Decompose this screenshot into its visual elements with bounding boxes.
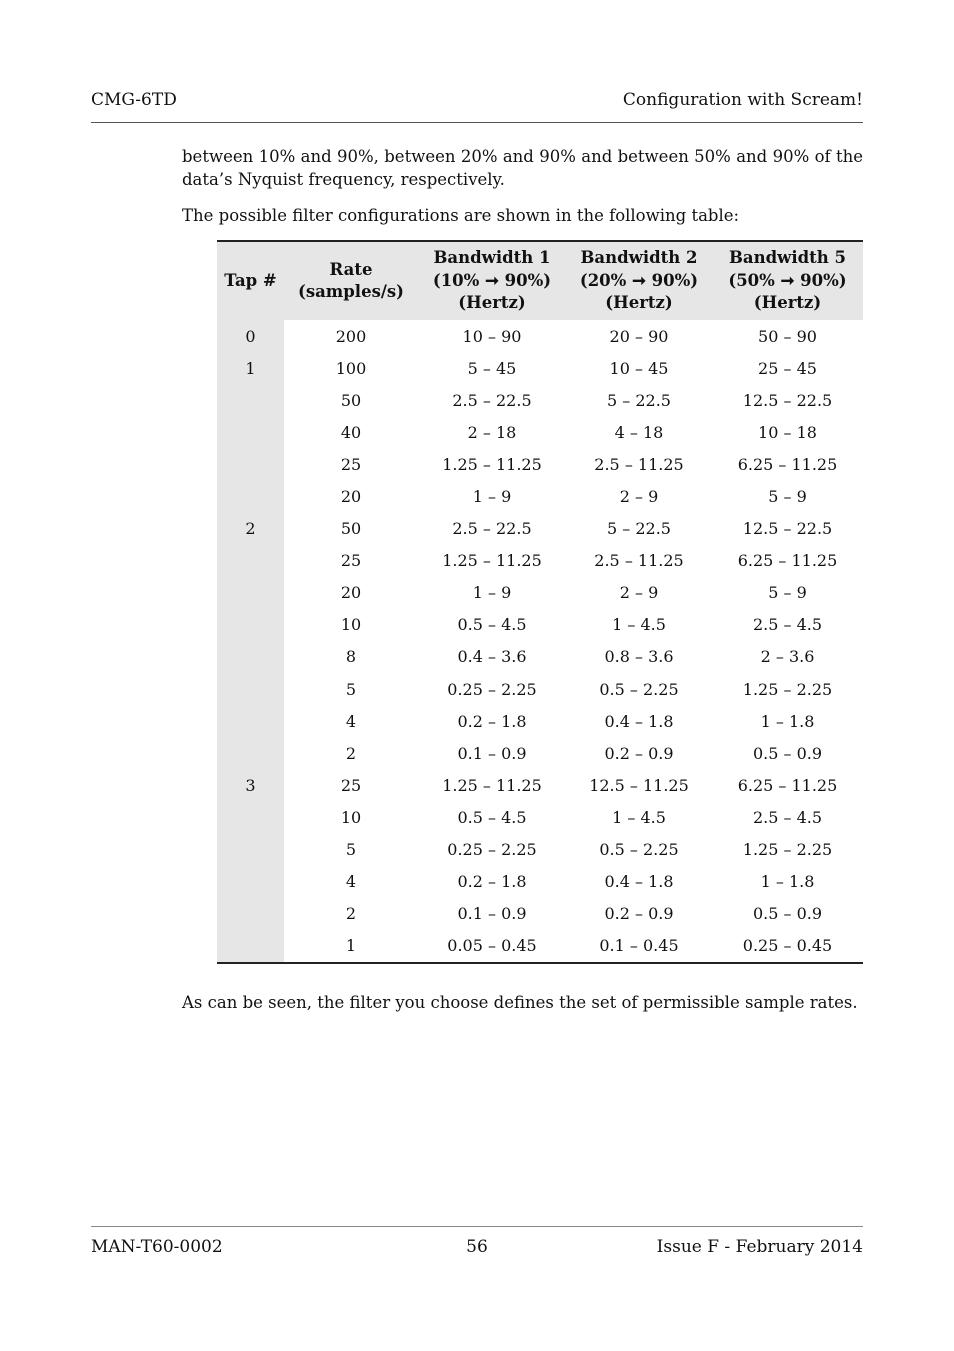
conclusion-paragraph: As can be seen, the filter you choose defines the set of permissible sample rates. bbox=[182, 993, 858, 1012]
table-cell: 50 bbox=[340, 519, 362, 539]
column-header-line: Rate bbox=[329, 259, 373, 279]
table-row bbox=[217, 577, 863, 609]
table-row bbox=[217, 801, 863, 833]
table-cell: 0.2 – 1.8 bbox=[457, 711, 527, 731]
table-cell: 25 bbox=[340, 454, 362, 474]
tap-cell bbox=[217, 448, 284, 480]
column-header bbox=[217, 241, 284, 320]
table-cell: 1.25 – 11.25 bbox=[442, 454, 542, 474]
table-cell: 0.25 – 0.45 bbox=[742, 936, 833, 956]
table-cell: 1 – 4.5 bbox=[612, 807, 666, 827]
table-row bbox=[217, 545, 863, 577]
column-header-line: (samples/s) bbox=[298, 282, 404, 301]
table-cell: 6.25 – 11.25 bbox=[737, 454, 838, 474]
table-row bbox=[217, 834, 863, 866]
column-header bbox=[418, 241, 566, 320]
table-cell: 0.5 – 0.9 bbox=[752, 743, 823, 763]
table-cell: 2.5 – 11.25 bbox=[594, 454, 684, 474]
tap-cell bbox=[217, 641, 284, 673]
table-cell: 5 – 22.5 bbox=[607, 519, 671, 539]
column-header-line: (10% ➞ 90%) bbox=[432, 270, 552, 290]
table-row bbox=[217, 898, 863, 930]
column-header-line: (50% ➞ 90%) bbox=[728, 270, 847, 290]
column-header-line: Bandwidth 5 bbox=[728, 248, 847, 268]
table-row bbox=[217, 769, 863, 801]
table-cell: 20 – 90 bbox=[609, 326, 669, 346]
table-cell: 5 – 9 bbox=[768, 583, 807, 603]
column-header-line: (Hertz) bbox=[753, 293, 822, 313]
table-body bbox=[217, 320, 863, 963]
table-cell: 0.4 – 1.8 bbox=[604, 872, 674, 892]
table-cell: 20 bbox=[340, 583, 362, 603]
tap-cell: 1 bbox=[217, 352, 284, 384]
table-row bbox=[217, 737, 863, 769]
table-cell: 2 – 9 bbox=[619, 583, 659, 603]
table-cell: 0.2 – 1.8 bbox=[457, 872, 527, 892]
column-header-line: (Hertz) bbox=[458, 293, 526, 313]
table-cell: 1 – 9 bbox=[472, 487, 512, 507]
intro-paragraph: between 10% and 90%, between 20% and 90% and between 50% and 90% of the data’s Nyquist frequency, respectively. bbox=[182, 147, 863, 189]
footer-issue-date: Issue F - February 2014 bbox=[656, 1237, 863, 1257]
table-cell: 1 bbox=[345, 936, 357, 956]
table-row bbox=[217, 930, 863, 963]
table-cell: 2.5 – 22.5 bbox=[452, 390, 532, 410]
table-cell: 2 bbox=[345, 743, 357, 763]
table-cell: 5 – 22.5 bbox=[607, 390, 671, 410]
table-cell: 2.5 – 11.25 bbox=[594, 551, 684, 571]
table-cell: 2 – 3.6 bbox=[760, 647, 815, 667]
table-cell: 200 bbox=[335, 326, 367, 346]
table-cell: 0.5 – 0.9 bbox=[752, 904, 823, 924]
tap-cell bbox=[217, 384, 284, 416]
tap-cell bbox=[217, 898, 284, 930]
table-row bbox=[217, 513, 863, 545]
table-cell: 0.5 – 4.5 bbox=[457, 807, 527, 827]
table-cell: 0.25 – 2.25 bbox=[447, 840, 537, 860]
tap-cell bbox=[217, 834, 284, 866]
table-cell: 25 bbox=[340, 775, 362, 795]
table-cell: 10 – 90 bbox=[462, 326, 522, 346]
column-header bbox=[284, 241, 418, 320]
table-cell: 5 – 9 bbox=[768, 487, 807, 507]
table-cell: 1 – 1.8 bbox=[760, 872, 815, 892]
table-cell: 10 bbox=[340, 615, 362, 635]
table-cell: 2 bbox=[345, 904, 357, 924]
filter-configuration-table bbox=[217, 240, 863, 964]
table-row bbox=[217, 480, 863, 512]
tap-cell bbox=[217, 737, 284, 769]
table-row bbox=[217, 320, 863, 352]
table-cell: 2 – 9 bbox=[619, 487, 659, 507]
table-cell: 4 – 18 bbox=[614, 422, 664, 442]
table-row bbox=[217, 609, 863, 641]
table-cell: 0.2 – 0.9 bbox=[604, 904, 674, 924]
table-cell: 2.5 – 22.5 bbox=[452, 519, 532, 539]
table-cell: 1 – 4.5 bbox=[612, 615, 666, 635]
table-cell: 10 bbox=[340, 807, 362, 827]
table-cell: 0.1 – 0.9 bbox=[457, 904, 527, 924]
table-cell: 1.25 – 2.25 bbox=[742, 679, 833, 699]
table-cell: 5 – 45 bbox=[467, 358, 517, 378]
tap-cell bbox=[217, 609, 284, 641]
table-header-row bbox=[217, 241, 863, 320]
tap-cell bbox=[217, 705, 284, 737]
tap-cell: 3 bbox=[217, 769, 284, 801]
table-row bbox=[217, 641, 863, 673]
table-cell: 10 – 45 bbox=[609, 358, 669, 378]
table-cell: 1 – 1.8 bbox=[760, 711, 815, 731]
table-cell: 0.4 – 1.8 bbox=[604, 711, 674, 731]
table-cell: 0.5 – 2.25 bbox=[599, 679, 679, 699]
column-header bbox=[712, 241, 863, 320]
table-cell: 6.25 – 11.25 bbox=[737, 775, 838, 795]
table-cell: 0.4 – 3.6 bbox=[457, 647, 527, 667]
table-header bbox=[217, 241, 863, 320]
header-section-title: Configuration with Scream! bbox=[622, 90, 863, 110]
table-cell: 2.5 – 4.5 bbox=[752, 807, 823, 827]
table-cell: 0.25 – 2.25 bbox=[447, 679, 537, 699]
column-header bbox=[566, 241, 712, 320]
table-cell: 12.5 – 11.25 bbox=[589, 775, 689, 795]
table-row bbox=[217, 866, 863, 898]
table-cell: 40 bbox=[340, 422, 362, 442]
header-doc-title: CMG-6TD bbox=[91, 90, 177, 110]
page-footer bbox=[91, 1226, 863, 1267]
table-cell: 50 bbox=[340, 390, 362, 410]
table-cell: 6.25 – 11.25 bbox=[737, 551, 838, 571]
tap-cell: 2 bbox=[217, 513, 284, 545]
table-cell: 0.8 – 3.6 bbox=[604, 647, 674, 667]
tap-cell bbox=[217, 930, 284, 963]
table-cell: 0.05 – 0.45 bbox=[447, 936, 537, 956]
table-cell: 10 – 18 bbox=[758, 422, 817, 442]
table-cell: 50 – 90 bbox=[758, 326, 817, 346]
tap-cell bbox=[217, 866, 284, 898]
table-cell: 1.25 – 11.25 bbox=[442, 551, 542, 571]
table-intro-paragraph: The possible filter configurations are shown in the following table: bbox=[182, 206, 740, 225]
table-cell: 0.1 – 0.9 bbox=[457, 743, 527, 763]
column-header-line: Tap # bbox=[224, 270, 277, 290]
table-cell: 0.1 – 0.45 bbox=[599, 936, 679, 956]
tap-cell: 0 bbox=[217, 320, 284, 352]
column-header-line: (20% ➞ 90%) bbox=[579, 270, 699, 290]
table-cell: 100 bbox=[335, 358, 367, 378]
table-cell: 2.5 – 4.5 bbox=[752, 615, 823, 635]
table-row bbox=[217, 448, 863, 480]
tap-cell bbox=[217, 545, 284, 577]
table-cell: 20 bbox=[340, 487, 362, 507]
table-cell: 4 bbox=[345, 711, 357, 731]
page-header bbox=[91, 88, 863, 123]
table-row bbox=[217, 352, 863, 384]
table-cell: 12.5 – 22.5 bbox=[742, 519, 833, 539]
table-cell: 1 – 9 bbox=[472, 583, 512, 603]
table-cell: 5 bbox=[345, 840, 357, 860]
tap-cell bbox=[217, 673, 284, 705]
column-header-line: (Hertz) bbox=[605, 293, 673, 313]
table-row bbox=[217, 673, 863, 705]
table-cell: 5 bbox=[345, 679, 357, 699]
table-cell: 0.2 – 0.9 bbox=[604, 743, 674, 763]
column-header-line: Bandwidth 1 bbox=[433, 248, 551, 268]
table-cell: 1.25 – 11.25 bbox=[442, 775, 542, 795]
table-cell: 0.5 – 4.5 bbox=[457, 615, 527, 635]
table-cell: 25 – 45 bbox=[758, 358, 817, 378]
table-cell: 1.25 – 2.25 bbox=[742, 840, 833, 860]
tap-cell bbox=[217, 801, 284, 833]
table-cell: 25 bbox=[340, 551, 362, 571]
tap-cell bbox=[217, 480, 284, 512]
column-header-line: Bandwidth 2 bbox=[580, 248, 698, 268]
table-cell: 0.5 – 2.25 bbox=[599, 840, 679, 860]
table-row bbox=[217, 384, 863, 416]
table-cell: 12.5 – 22.5 bbox=[742, 390, 833, 410]
tap-cell bbox=[217, 577, 284, 609]
table-row bbox=[217, 416, 863, 448]
footer-page-number: 56 bbox=[466, 1237, 488, 1257]
tap-cell bbox=[217, 416, 284, 448]
table-cell: 4 bbox=[345, 872, 357, 892]
table-row bbox=[217, 705, 863, 737]
table-cell: 8 bbox=[345, 647, 357, 667]
footer-doc-number: MAN-T60-0002 bbox=[91, 1237, 223, 1257]
table-cell: 2 – 18 bbox=[467, 422, 517, 442]
